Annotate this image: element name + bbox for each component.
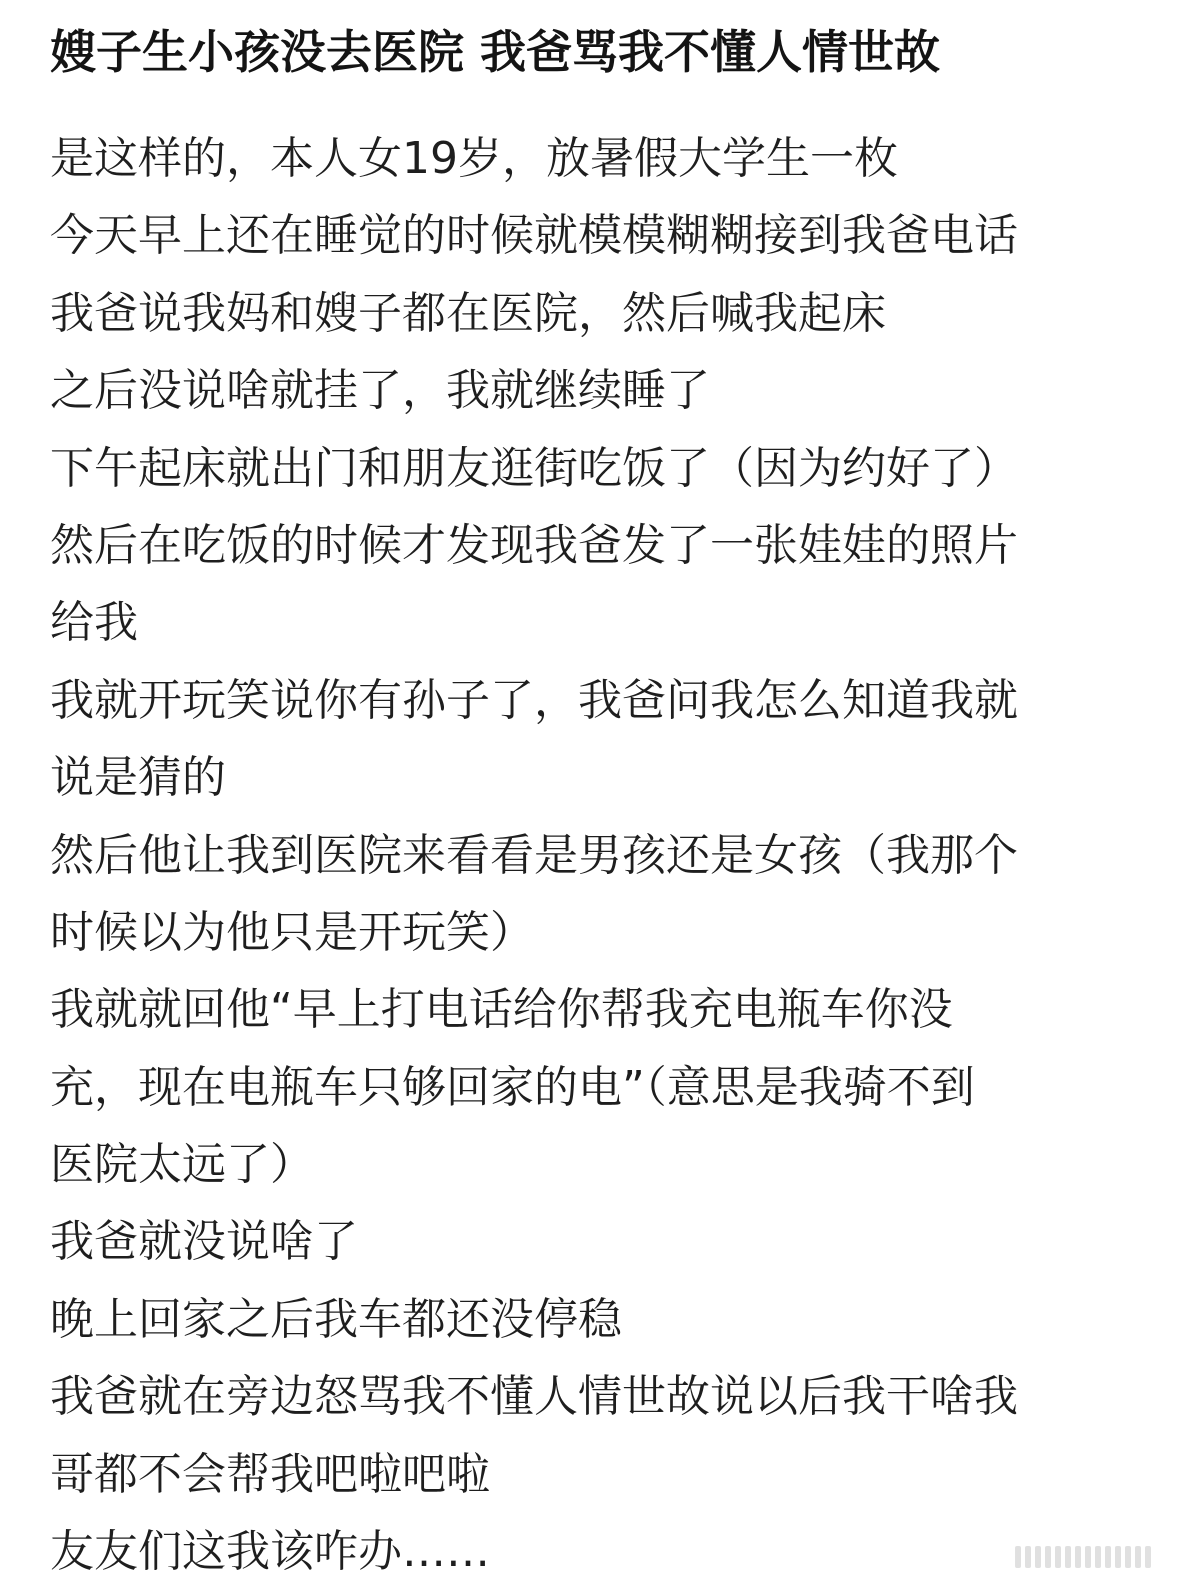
post-body xyxy=(50,120,1150,1590)
post-line: 然后他让我到医院来看看是男孩还是女孩（我那个 xyxy=(50,829,1018,881)
post-line: 我就就回他“早上打电话给你帮我充电瓶车你没 xyxy=(50,984,953,1036)
watermark-icon xyxy=(1015,1544,1155,1570)
post-line: 我爸就没说啥了 xyxy=(50,1216,358,1268)
post-line: 给我 xyxy=(50,597,138,649)
post-line: 说是猜的 xyxy=(50,752,226,804)
post-content xyxy=(50,14,1150,1590)
post-line: 之后没说啥就挂了，我就继续睡了 xyxy=(50,365,710,417)
post-line: 下午起床就出门和朋友逛街吃饭了（因为约好了） xyxy=(50,442,1018,494)
post-line: 是这样的，本人女19岁，放暑假大学生一枚 xyxy=(50,133,898,184)
post-line: 医院太远了） xyxy=(50,1139,314,1191)
post-line: 友友们这我该咋办…… xyxy=(50,1526,490,1578)
post-line: 我爸就在旁边怒骂我不懂人情世故说以后我干啥我 xyxy=(50,1371,1018,1423)
post-line: 时候以为他只是开玩笑） xyxy=(50,906,534,958)
post-line: 充，现在电瓶车只够回家的电”（意思是我骑不到 xyxy=(50,1061,975,1113)
post-title: 嫂子生小孩没去医院 我爸骂我不懂人情世故 xyxy=(50,25,941,79)
post-line: 哥都不会帮我吧啦吧啦 xyxy=(50,1448,490,1500)
post-line: 我爸说我妈和嫂子都在医院，然后喊我起床 xyxy=(50,287,886,339)
post-line: 然后在吃饭的时候才发现我爸发了一张娃娃的照片 xyxy=(50,519,1018,571)
post-line: 晚上回家之后我车都还没停稳 xyxy=(50,1293,622,1345)
post-line: 今天早上还在睡觉的时候就模模糊糊接到我爸电话 xyxy=(50,210,1018,262)
post-line: 我就开玩笑说你有孙子了，我爸问我怎么知道我就 xyxy=(50,674,1018,726)
